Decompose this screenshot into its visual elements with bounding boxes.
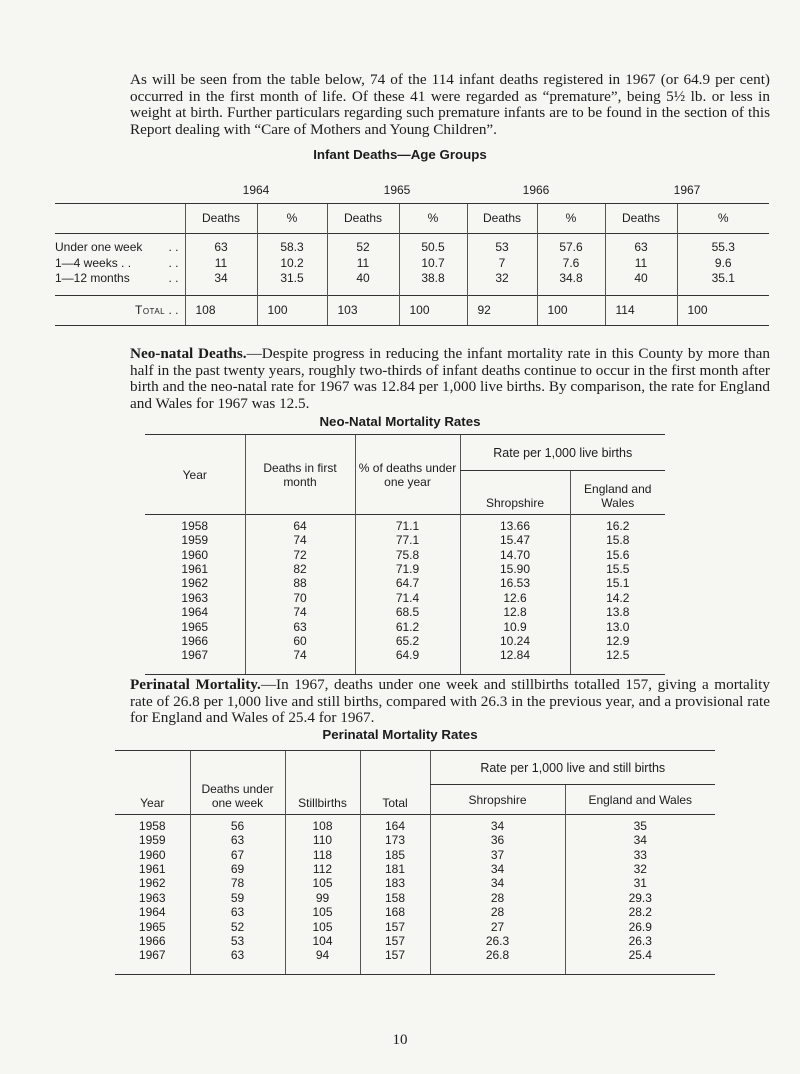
value-cell: 110 — [285, 833, 360, 847]
cell: 11 — [605, 255, 677, 271]
table-row — [145, 634, 665, 648]
rate-group-header: Rate per 1,000 live and still births — [430, 751, 715, 785]
year-cell: 1960 — [181, 547, 209, 562]
table-row — [115, 934, 715, 948]
cell: 100 — [537, 295, 605, 325]
value-cell: 12.9 — [570, 634, 665, 648]
table-row — [145, 533, 665, 547]
value-cell: 26.3 — [430, 934, 565, 948]
value-cell: 71.4 — [355, 591, 460, 605]
value-cell: 13.0 — [570, 619, 665, 633]
table-row — [145, 591, 665, 605]
value-cell: 34 — [565, 833, 715, 847]
cell: 100 — [399, 295, 467, 325]
value-cell: 26.3 — [565, 934, 715, 948]
cell: 63 — [185, 233, 257, 255]
value-cell: 173 — [360, 833, 430, 847]
value-cell: 12.84 — [460, 648, 570, 675]
table-row — [115, 862, 715, 876]
table-row — [115, 833, 715, 847]
value-cell: 71.9 — [355, 562, 460, 576]
value-cell: 13.66 — [460, 515, 570, 534]
year-cell: 1961 — [138, 861, 166, 876]
perinatal-paragraph — [130, 677, 770, 727]
value-cell: 64.9 — [355, 648, 460, 675]
cell: 7.6 — [537, 255, 605, 271]
value-cell: 181 — [360, 862, 430, 876]
neonatal-rates-table — [145, 434, 665, 675]
intro-paragraph: As will be seen from the table below, 74 of the 114 infant deaths registered in 1967 (or 64.9 per cent) occurred in the first month of life. Of these 41 were regarded as “premature”, being 5½ lb. or less in weight at birth. Further particulars regarding such premature infants are to be found in the section of this Report dealing with “Care of Mothers and Young Children”. — [130, 71, 770, 138]
value-cell: 158 — [360, 891, 430, 905]
value-cell: 70 — [245, 591, 355, 605]
year-header: 1967 — [673, 182, 701, 197]
value-cell: 15.8 — [570, 533, 665, 547]
value-cell: 108 — [285, 815, 360, 834]
value-cell: 10.24 — [460, 634, 570, 648]
table-row — [145, 515, 665, 534]
value-cell: 63 — [245, 619, 355, 633]
leader-dots: . . — [168, 271, 179, 285]
value-cell: 13.8 — [570, 605, 665, 619]
cell: 40 — [327, 271, 399, 295]
value-cell: 104 — [285, 934, 360, 948]
value-cell: 59 — [190, 891, 285, 905]
value-cell: 105 — [285, 905, 360, 919]
value-cell: 14.70 — [460, 547, 570, 561]
cell: 9.6 — [677, 255, 769, 271]
year-cell: 1959 — [181, 533, 209, 548]
value-cell: 63 — [190, 833, 285, 847]
year-cell: 1958 — [115, 815, 190, 834]
value-cell: 10.9 — [460, 619, 570, 633]
col-year: Year — [145, 435, 245, 515]
value-cell: 34 — [430, 862, 565, 876]
value-cell: 32 — [565, 862, 715, 876]
value-cell: 33 — [565, 847, 715, 861]
value-cell: 25.4 — [565, 948, 715, 975]
value-cell: 64.7 — [355, 576, 460, 590]
value-cell: 34 — [430, 815, 565, 834]
table-row — [55, 271, 769, 295]
cell: 63 — [605, 233, 677, 255]
value-cell: 63 — [190, 905, 285, 919]
cell: 52 — [327, 233, 399, 255]
cell: 100 — [677, 295, 769, 325]
col-percent: % — [677, 203, 769, 233]
value-cell: 183 — [360, 876, 430, 890]
rate-group-header: Rate per 1,000 live births — [460, 435, 665, 471]
value-cell: 78 — [190, 876, 285, 890]
value-cell: 99 — [285, 891, 360, 905]
leader-dots: . . — [168, 303, 179, 317]
col-deaths: Deaths — [467, 203, 537, 233]
cell: 40 — [605, 271, 677, 295]
cell: 34.8 — [537, 271, 605, 295]
cell: 114 — [605, 295, 677, 325]
year-cell: 1962 — [181, 576, 209, 591]
year-cell: 1963 — [138, 890, 166, 905]
value-cell: 27 — [430, 919, 565, 933]
value-cell: 67 — [190, 847, 285, 861]
total-label: Total — [135, 303, 166, 317]
cell: 103 — [327, 295, 399, 325]
cell: 58.3 — [257, 233, 327, 255]
value-cell: 34 — [430, 876, 565, 890]
table1-caption: Infant Deaths—Age Groups — [313, 147, 487, 162]
infant-deaths-table — [55, 177, 769, 326]
value-cell: 28 — [430, 891, 565, 905]
row-label: Under one week — [55, 240, 143, 255]
value-cell: 12.5 — [570, 648, 665, 675]
cell: 35.1 — [677, 271, 769, 295]
page-number: 10 — [392, 1032, 408, 1048]
neonatal-paragraph — [130, 346, 770, 412]
value-cell: 63 — [190, 948, 285, 975]
value-cell: 71.1 — [355, 515, 460, 534]
cell: 57.6 — [537, 233, 605, 255]
col-percent: % — [537, 203, 605, 233]
table3-caption: Perinatal Mortality Rates — [322, 727, 478, 742]
value-cell: 26.8 — [430, 948, 565, 975]
value-cell: 77.1 — [355, 533, 460, 547]
value-cell: 164 — [360, 815, 430, 834]
value-cell: 16.2 — [570, 515, 665, 534]
table-row — [115, 847, 715, 861]
year-header: 1966 — [522, 182, 550, 197]
col-shropshire: Shropshire — [460, 471, 570, 515]
table-row — [115, 919, 715, 933]
year-cell: 1961 — [181, 561, 209, 576]
value-cell: 105 — [285, 876, 360, 890]
neonatal-text: —Despite progress in reducing the infant mortality rate in this County by more than half in the past twenty years, roughly two-thirds of infant deaths continue to occur in the first month after birth and the neo-natal rate for 1967 was 12.84 per 1,000 live births. By comparison, the rate for England and Wales for 1967 was 12.5. — [130, 345, 770, 412]
cell: 108 — [185, 295, 257, 325]
cell: 11 — [327, 255, 399, 271]
value-cell: 15.5 — [570, 562, 665, 576]
value-cell: 168 — [360, 905, 430, 919]
leader-dots: . . — [168, 256, 179, 270]
perinatal-text: —In 1967, deaths under one week and stillbirths totalled 157, giving a mortality rate of 26.8 per 1,000 live and still births, compared with 26.3 in the previous year, and a provisional rate for England and Wales of 25.4 for 1967. — [130, 676, 770, 727]
value-cell: 61.2 — [355, 619, 460, 633]
cell: 10.7 — [399, 255, 467, 271]
value-cell: 68.5 — [355, 605, 460, 619]
value-cell: 28.2 — [565, 905, 715, 919]
year-header: 1964 — [242, 182, 270, 197]
value-cell: 74 — [245, 533, 355, 547]
total-row — [55, 295, 769, 325]
col-year: Year — [115, 751, 190, 815]
value-cell: 29.3 — [565, 891, 715, 905]
value-cell: 15.1 — [570, 576, 665, 590]
col-england-wales: England and Wales — [570, 471, 665, 515]
value-cell: 74 — [245, 648, 355, 675]
year-cell: 1965 — [181, 619, 209, 634]
table-row — [145, 648, 665, 675]
value-cell: 105 — [285, 919, 360, 933]
leader-dots: . . — [168, 240, 179, 255]
value-cell: 15.90 — [460, 562, 570, 576]
cell: 38.8 — [399, 271, 467, 295]
year-cell: 1964 — [138, 905, 166, 920]
col-percent: % — [257, 203, 327, 233]
value-cell: 16.53 — [460, 576, 570, 590]
col-deaths: Deaths — [185, 203, 257, 233]
table-row — [145, 619, 665, 633]
value-cell: 37 — [430, 847, 565, 861]
year-cell: 1967 — [115, 948, 190, 975]
col-deaths: Deaths — [327, 203, 399, 233]
value-cell: 157 — [360, 934, 430, 948]
value-cell: 94 — [285, 948, 360, 975]
value-cell: 74 — [245, 605, 355, 619]
row-label: 1—12 months — [55, 271, 130, 285]
col-percent-deaths: % of deaths under one year — [355, 435, 460, 515]
year-cell: 1963 — [181, 590, 209, 605]
year-cell: 1962 — [138, 876, 166, 891]
table-row — [115, 905, 715, 919]
cell: 34 — [185, 271, 257, 295]
col-deaths: Deaths — [605, 203, 677, 233]
cell: 10.2 — [257, 255, 327, 271]
table-row — [145, 562, 665, 576]
col-england-wales: England and Wales — [565, 785, 715, 815]
cell: 11 — [185, 255, 257, 271]
cell: 53 — [467, 233, 537, 255]
value-cell: 118 — [285, 847, 360, 861]
value-cell: 75.8 — [355, 547, 460, 561]
value-cell: 157 — [360, 919, 430, 933]
value-cell: 35 — [565, 815, 715, 834]
neonatal-heading: Neo-natal Deaths. — [130, 345, 247, 362]
table-row — [55, 255, 769, 271]
value-cell: 69 — [190, 862, 285, 876]
value-cell: 31 — [565, 876, 715, 890]
col-deaths-under-one-week: Deaths under one week — [190, 751, 285, 815]
year-cell: 1958 — [145, 515, 245, 534]
value-cell: 15.6 — [570, 547, 665, 561]
value-cell: 65.2 — [355, 634, 460, 648]
value-cell: 12.8 — [460, 605, 570, 619]
value-cell: 14.2 — [570, 591, 665, 605]
value-cell: 82 — [245, 562, 355, 576]
year-cell: 1959 — [138, 833, 166, 848]
value-cell: 112 — [285, 862, 360, 876]
year-cell: 1966 — [181, 633, 209, 648]
row-label: 1—4 weeks . . — [55, 256, 132, 270]
value-cell: 157 — [360, 948, 430, 975]
value-cell: 15.47 — [460, 533, 570, 547]
cell: 31.5 — [257, 271, 327, 295]
value-cell: 185 — [360, 847, 430, 861]
table-row — [115, 948, 715, 975]
table-row — [55, 233, 769, 255]
value-cell: 52 — [190, 919, 285, 933]
cell: 7 — [467, 255, 537, 271]
value-cell: 60 — [245, 634, 355, 648]
table-row — [115, 876, 715, 890]
table2-caption: Neo-Natal Mortality Rates — [319, 414, 481, 429]
year-cell: 1964 — [181, 605, 209, 620]
table-row — [145, 547, 665, 561]
value-cell: 28 — [430, 905, 565, 919]
cell: 32 — [467, 271, 537, 295]
table-row — [115, 815, 715, 834]
value-cell: 88 — [245, 576, 355, 590]
year-cell: 1965 — [138, 919, 166, 934]
cell: 92 — [467, 295, 537, 325]
value-cell: 64 — [245, 515, 355, 534]
value-cell: 26.9 — [565, 919, 715, 933]
perinatal-heading: Perinatal Mortality. — [130, 676, 261, 693]
table-row — [145, 576, 665, 590]
value-cell: 56 — [190, 815, 285, 834]
year-cell: 1966 — [138, 933, 166, 948]
cell: 100 — [257, 295, 327, 325]
col-stillbirths: Stillbirths — [285, 751, 360, 815]
table-row — [145, 605, 665, 619]
cell: 55.3 — [677, 233, 769, 255]
table-row — [115, 891, 715, 905]
year-cell: 1960 — [138, 847, 166, 862]
value-cell: 53 — [190, 934, 285, 948]
perinatal-rates-table — [115, 750, 715, 975]
col-deaths-first-month: Deaths in first month — [245, 435, 355, 515]
year-header: 1965 — [383, 182, 411, 197]
cell: 50.5 — [399, 233, 467, 255]
value-cell: 36 — [430, 833, 565, 847]
col-total: Total — [360, 751, 430, 815]
year-cell: 1967 — [145, 648, 245, 675]
col-percent: % — [399, 203, 467, 233]
value-cell: 72 — [245, 547, 355, 561]
value-cell: 12.6 — [460, 591, 570, 605]
col-shropshire: Shropshire — [430, 785, 565, 815]
